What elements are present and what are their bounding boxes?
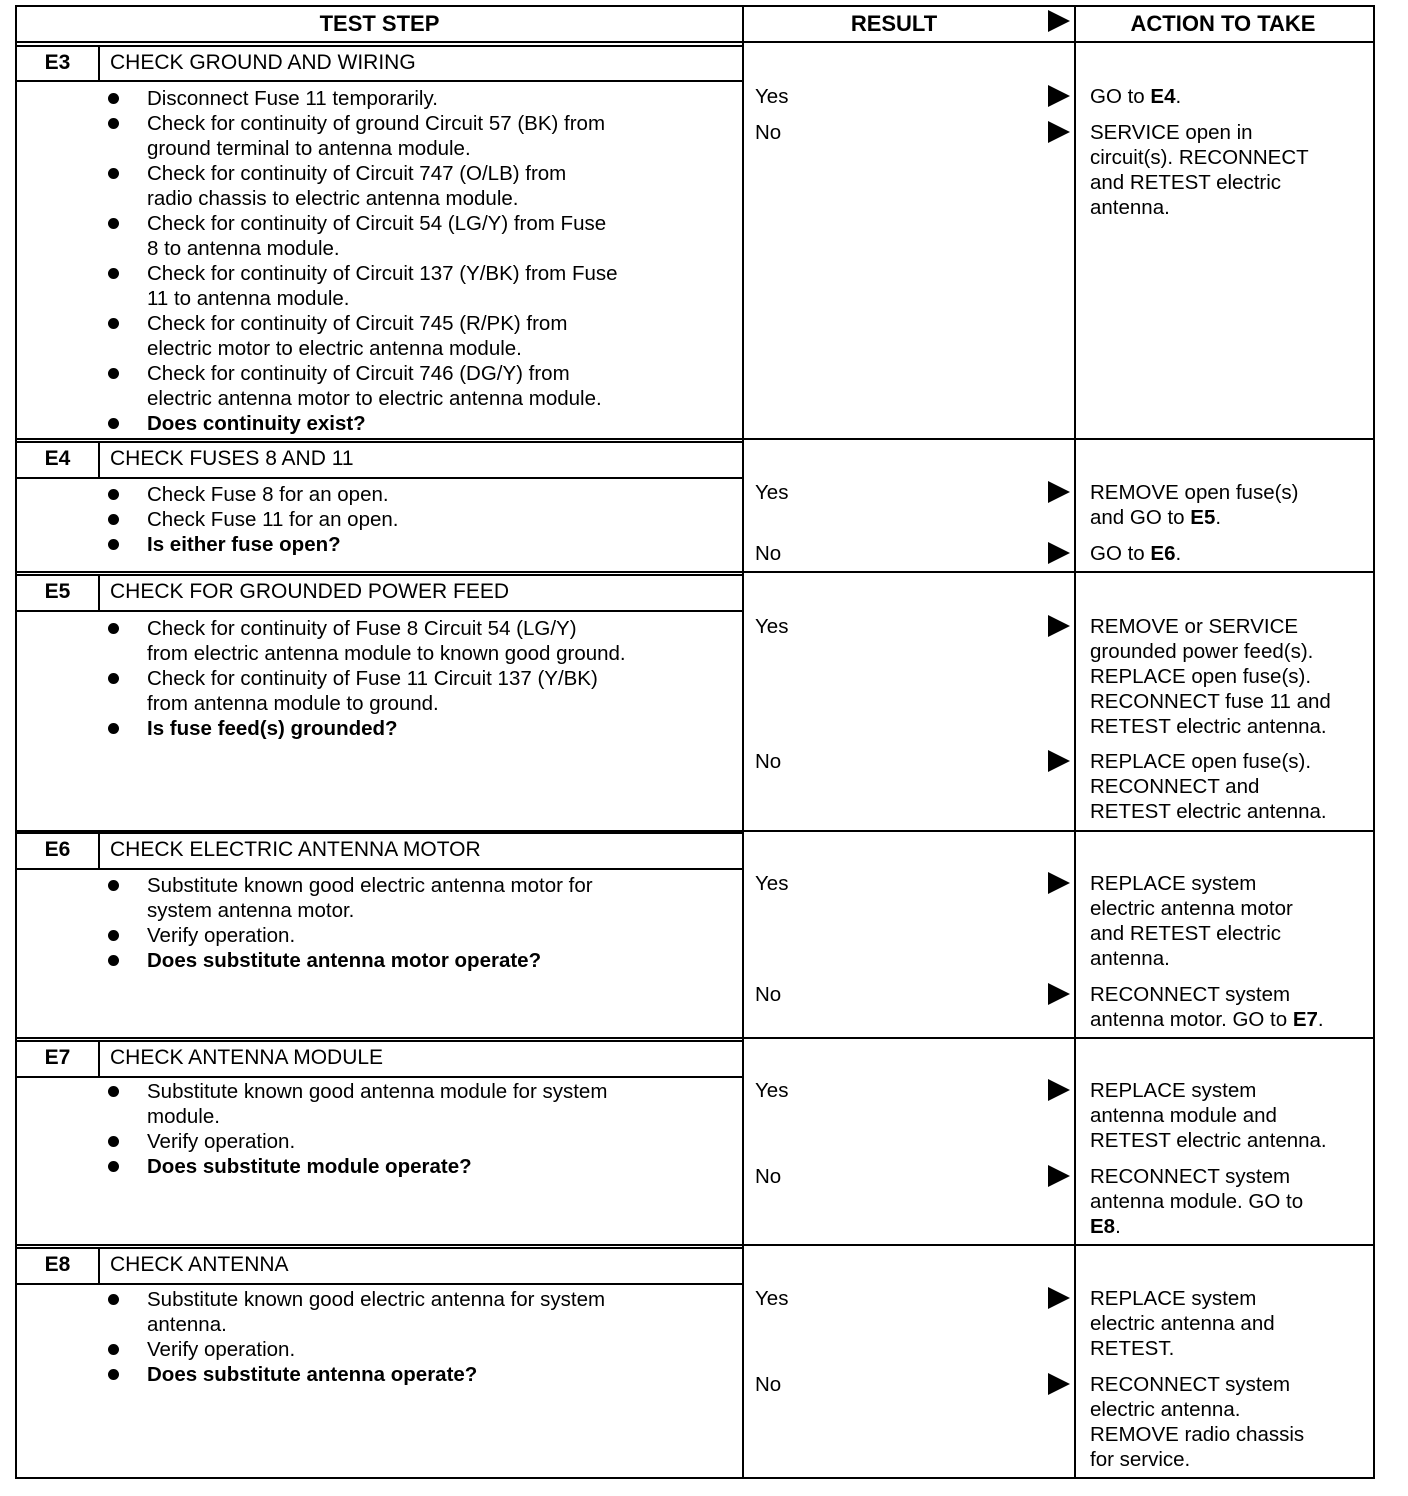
action-to-take bbox=[1090, 1286, 1375, 1361]
step-code-divider bbox=[98, 832, 100, 870]
action-line: RECONNECT system bbox=[1090, 1373, 1291, 1396]
step-code: E6 bbox=[44, 838, 71, 861]
instruction-line: Check for continuity of Circuit 137 (Y/BK) from Fuse bbox=[147, 262, 618, 285]
bullet-icon bbox=[108, 1294, 119, 1305]
action-to-take bbox=[1090, 1372, 1375, 1472]
step-instruction bbox=[108, 1287, 733, 1337]
step-bottom-rule bbox=[15, 1037, 1373, 1039]
step-instruction bbox=[108, 1079, 733, 1129]
step-instruction bbox=[108, 361, 733, 411]
bullet-icon bbox=[108, 723, 119, 734]
arrow-right-icon bbox=[1048, 1287, 1070, 1309]
table-border-top bbox=[15, 5, 1373, 7]
bullet-icon bbox=[108, 418, 119, 429]
action-to-take bbox=[1090, 120, 1375, 220]
instruction-line: Check for continuity of Circuit 54 (LG/Y) from Fuse bbox=[147, 212, 607, 235]
arrow-right-icon bbox=[1048, 983, 1070, 1005]
step-instruction bbox=[108, 482, 733, 507]
arrow-right-icon bbox=[1048, 121, 1070, 143]
action-line: circuit(s). RECONNECT bbox=[1090, 146, 1309, 169]
instruction-line: Substitute known good antenna module for system bbox=[147, 1080, 608, 1103]
bullet-icon bbox=[108, 118, 119, 129]
result-no: No bbox=[755, 542, 782, 565]
action-line: electric antenna. bbox=[1090, 1398, 1241, 1421]
instruction-line: Does substitute antenna operate? bbox=[147, 1363, 478, 1386]
step-title-rule bbox=[15, 1283, 742, 1285]
action-line: REMOVE open fuse(s) bbox=[1090, 481, 1299, 504]
step-instruction bbox=[108, 616, 733, 666]
bullet-icon bbox=[108, 1161, 119, 1172]
action-line: GO to E4. bbox=[1090, 85, 1182, 108]
action-line: electric antenna and bbox=[1090, 1312, 1275, 1335]
bullet-icon bbox=[108, 514, 119, 525]
step-instruction bbox=[108, 507, 733, 532]
action-line: antenna motor. GO to E7. bbox=[1090, 1008, 1324, 1031]
header-action: ACTION TO TAKE bbox=[1130, 11, 1316, 36]
result-yes: Yes bbox=[755, 85, 789, 108]
action-line: SERVICE open in bbox=[1090, 121, 1253, 144]
bullet-icon bbox=[108, 168, 119, 179]
bullet-icon bbox=[108, 368, 119, 379]
action-to-take bbox=[1090, 480, 1375, 530]
bullet-icon bbox=[108, 623, 119, 634]
step-reference: E4 bbox=[1150, 85, 1176, 108]
step-instruction bbox=[108, 923, 733, 948]
step-code: E4 bbox=[44, 447, 71, 470]
action-line: RECONNECT and bbox=[1090, 775, 1260, 798]
action-line: for service. bbox=[1090, 1448, 1191, 1471]
bullet-icon bbox=[108, 673, 119, 684]
result-no: No bbox=[755, 1373, 782, 1396]
action-line: RETEST electric antenna. bbox=[1090, 1129, 1327, 1152]
arrow-right-icon bbox=[1048, 615, 1070, 637]
instruction-line: from antenna module to ground. bbox=[147, 692, 439, 715]
step-reference: E8 bbox=[1090, 1215, 1116, 1238]
action-line: antenna. bbox=[1090, 196, 1170, 219]
step-title-rule bbox=[15, 1076, 742, 1078]
instruction-line: Verify operation. bbox=[147, 1130, 296, 1153]
bullet-icon bbox=[108, 1136, 119, 1147]
result-no: No bbox=[755, 1165, 782, 1188]
action-to-take bbox=[1090, 871, 1375, 971]
step-code-divider bbox=[98, 1247, 100, 1285]
step-question bbox=[108, 1154, 733, 1179]
instruction-line: ground terminal to antenna module. bbox=[147, 137, 471, 160]
step-bottom-rule bbox=[15, 1477, 1373, 1479]
header-arrow-icon bbox=[1048, 10, 1070, 32]
action-to-take bbox=[1090, 749, 1375, 824]
step-title-rule bbox=[15, 610, 742, 612]
bullet-icon bbox=[108, 218, 119, 229]
instruction-line: Is fuse feed(s) grounded? bbox=[147, 717, 398, 740]
step-title-rule bbox=[15, 477, 742, 479]
instruction-line: Check for continuity of Circuit 745 (R/PK) from bbox=[147, 312, 568, 335]
instruction-line: Does continuity exist? bbox=[147, 412, 366, 435]
step-reference: E7 bbox=[1292, 1008, 1318, 1031]
action-to-take bbox=[1090, 84, 1375, 109]
arrow-right-icon bbox=[1048, 1165, 1070, 1187]
action-line: and GO to E5. bbox=[1090, 506, 1222, 529]
step-code-divider bbox=[98, 45, 100, 82]
action-line: and RETEST electric bbox=[1090, 922, 1282, 945]
instruction-line: Substitute known good electric antenna motor for bbox=[147, 874, 593, 897]
arrow-right-icon bbox=[1048, 481, 1070, 503]
action-line: antenna. bbox=[1090, 947, 1170, 970]
step-title: CHECK ELECTRIC ANTENNA MOTOR bbox=[110, 838, 481, 861]
action-to-take bbox=[1090, 541, 1375, 566]
action-line: REPLACE open fuse(s). bbox=[1090, 750, 1312, 773]
step-code-divider bbox=[98, 574, 100, 612]
action-line: electric antenna motor bbox=[1090, 897, 1293, 920]
instruction-line: Check for continuity of Fuse 8 Circuit 54 (LG/Y) bbox=[147, 617, 577, 640]
step-code: E3 bbox=[44, 51, 71, 74]
action-line: grounded power feed(s). bbox=[1090, 640, 1314, 663]
instruction-line: system antenna motor. bbox=[147, 899, 355, 922]
instruction-line: 8 to antenna module. bbox=[147, 237, 340, 260]
step-instruction bbox=[108, 1337, 733, 1362]
step-code: E5 bbox=[44, 580, 71, 603]
result-no: No bbox=[755, 983, 782, 1006]
step-instruction bbox=[108, 666, 733, 716]
step-instruction bbox=[108, 311, 733, 361]
action-line: RETEST electric antenna. bbox=[1090, 800, 1327, 823]
action-line: GO to E6. bbox=[1090, 542, 1182, 565]
step-question bbox=[108, 948, 733, 973]
instruction-line: Check for continuity of ground Circuit 57 (BK) from bbox=[147, 112, 606, 135]
column-divider-result bbox=[742, 5, 744, 1479]
action-line: E8. bbox=[1090, 1215, 1121, 1238]
instruction-line: Check Fuse 11 for an open. bbox=[147, 508, 399, 531]
arrow-right-icon bbox=[1048, 750, 1070, 772]
instruction-line: electric antenna motor to electric antenna module. bbox=[147, 387, 602, 410]
action-to-take bbox=[1090, 1078, 1375, 1153]
action-line: REMOVE radio chassis bbox=[1090, 1423, 1305, 1446]
bullet-icon bbox=[108, 1344, 119, 1355]
bullet-icon bbox=[108, 880, 119, 891]
step-title: CHECK ANTENNA MODULE bbox=[110, 1046, 384, 1069]
step-code-divider bbox=[98, 441, 100, 479]
action-line: RECONNECT system bbox=[1090, 983, 1291, 1006]
action-line: REPLACE system bbox=[1090, 872, 1257, 895]
instruction-line: radio chassis to electric antenna module. bbox=[147, 187, 519, 210]
step-code: E8 bbox=[44, 1253, 71, 1276]
action-line: RETEST electric antenna. bbox=[1090, 715, 1327, 738]
action-line: RECONNECT system bbox=[1090, 1165, 1291, 1188]
step-code-divider bbox=[98, 1040, 100, 1078]
result-yes: Yes bbox=[755, 1079, 789, 1102]
step-instruction bbox=[108, 873, 733, 923]
bullet-icon bbox=[108, 268, 119, 279]
result-yes: Yes bbox=[755, 615, 789, 638]
step-instruction bbox=[108, 211, 733, 261]
step-question bbox=[108, 532, 733, 557]
column-divider-action bbox=[1074, 5, 1076, 1479]
action-to-take bbox=[1090, 1164, 1375, 1239]
action-line: RETEST. bbox=[1090, 1337, 1175, 1360]
table-border-right bbox=[1373, 5, 1375, 1479]
bullet-icon bbox=[108, 930, 119, 941]
arrow-right-icon bbox=[1048, 1373, 1070, 1395]
result-yes: Yes bbox=[755, 872, 789, 895]
bullet-icon bbox=[108, 539, 119, 550]
instruction-line: from electric antenna module to known good ground. bbox=[147, 642, 626, 665]
instruction-line: electric motor to electric antenna module. bbox=[147, 337, 522, 360]
step-code: E7 bbox=[44, 1046, 71, 1069]
instruction-line: Check for continuity of Circuit 746 (DG/Y) from bbox=[147, 362, 570, 385]
instruction-line: Check for continuity of Circuit 747 (O/LB) from bbox=[147, 162, 567, 185]
header-rule bbox=[15, 41, 1373, 43]
step-question bbox=[108, 1362, 733, 1387]
action-to-take bbox=[1090, 982, 1375, 1032]
step-reference: E6 bbox=[1150, 542, 1176, 565]
bullet-icon bbox=[108, 318, 119, 329]
instruction-line: Disconnect Fuse 11 temporarily. bbox=[147, 87, 438, 110]
step-title-rule bbox=[15, 80, 742, 82]
action-line: REPLACE open fuse(s). bbox=[1090, 665, 1312, 688]
step-question bbox=[108, 716, 733, 741]
instruction-line: Does substitute module operate? bbox=[147, 1155, 472, 1178]
result-no: No bbox=[755, 750, 782, 773]
instruction-line: 11 to antenna module. bbox=[147, 287, 350, 310]
step-title: CHECK FOR GROUNDED POWER FEED bbox=[110, 580, 510, 603]
arrow-right-icon bbox=[1048, 85, 1070, 107]
instruction-line: Does substitute antenna motor operate? bbox=[147, 949, 542, 972]
instruction-line: Verify operation. bbox=[147, 1338, 296, 1361]
bullet-icon bbox=[108, 1369, 119, 1380]
step-title: CHECK GROUND AND WIRING bbox=[110, 51, 416, 74]
result-yes: Yes bbox=[755, 1287, 789, 1310]
instruction-line: Check Fuse 8 for an open. bbox=[147, 483, 389, 506]
step-instruction bbox=[108, 261, 733, 311]
step-instruction bbox=[108, 86, 733, 111]
action-line: antenna module. GO to bbox=[1090, 1190, 1304, 1213]
step-title: CHECK FUSES 8 AND 11 bbox=[110, 447, 354, 470]
step-question bbox=[108, 411, 733, 436]
instruction-line: Substitute known good electric antenna for system bbox=[147, 1288, 606, 1311]
step-instruction bbox=[108, 111, 733, 161]
header-test-step: TEST STEP bbox=[319, 11, 440, 36]
action-to-take bbox=[1090, 614, 1375, 739]
step-bottom-rule bbox=[15, 438, 1373, 440]
instruction-line: Check for continuity of Fuse 11 Circuit 137 (Y/BK) bbox=[147, 667, 598, 690]
step-bottom-rule bbox=[15, 571, 1373, 573]
action-line: REPLACE system bbox=[1090, 1287, 1257, 1310]
step-instruction bbox=[108, 161, 733, 211]
instruction-line: Verify operation. bbox=[147, 924, 296, 947]
arrow-right-icon bbox=[1048, 542, 1070, 564]
instruction-line: module. bbox=[147, 1105, 220, 1128]
action-line: antenna module and bbox=[1090, 1104, 1277, 1127]
bullet-icon bbox=[108, 93, 119, 104]
bullet-icon bbox=[108, 1086, 119, 1097]
arrow-right-icon bbox=[1048, 1079, 1070, 1101]
step-title: CHECK ANTENNA bbox=[110, 1253, 289, 1276]
step-title-rule bbox=[15, 868, 742, 870]
action-line: and RETEST electric bbox=[1090, 171, 1282, 194]
action-line: REMOVE or SERVICE bbox=[1090, 615, 1299, 638]
header-result: RESULT bbox=[850, 11, 938, 36]
result-no: No bbox=[755, 121, 782, 144]
arrow-right-icon bbox=[1048, 872, 1070, 894]
step-instruction bbox=[108, 1129, 733, 1154]
step-bottom-rule bbox=[15, 1244, 1373, 1246]
step-reference: E5 bbox=[1190, 506, 1216, 529]
result-yes: Yes bbox=[755, 481, 789, 504]
bullet-icon bbox=[108, 489, 119, 500]
instruction-line: Is either fuse open? bbox=[147, 533, 341, 556]
action-line: REPLACE system bbox=[1090, 1079, 1257, 1102]
action-line: RECONNECT fuse 11 and bbox=[1090, 690, 1331, 713]
bullet-icon bbox=[108, 955, 119, 966]
instruction-line: antenna. bbox=[147, 1313, 227, 1336]
